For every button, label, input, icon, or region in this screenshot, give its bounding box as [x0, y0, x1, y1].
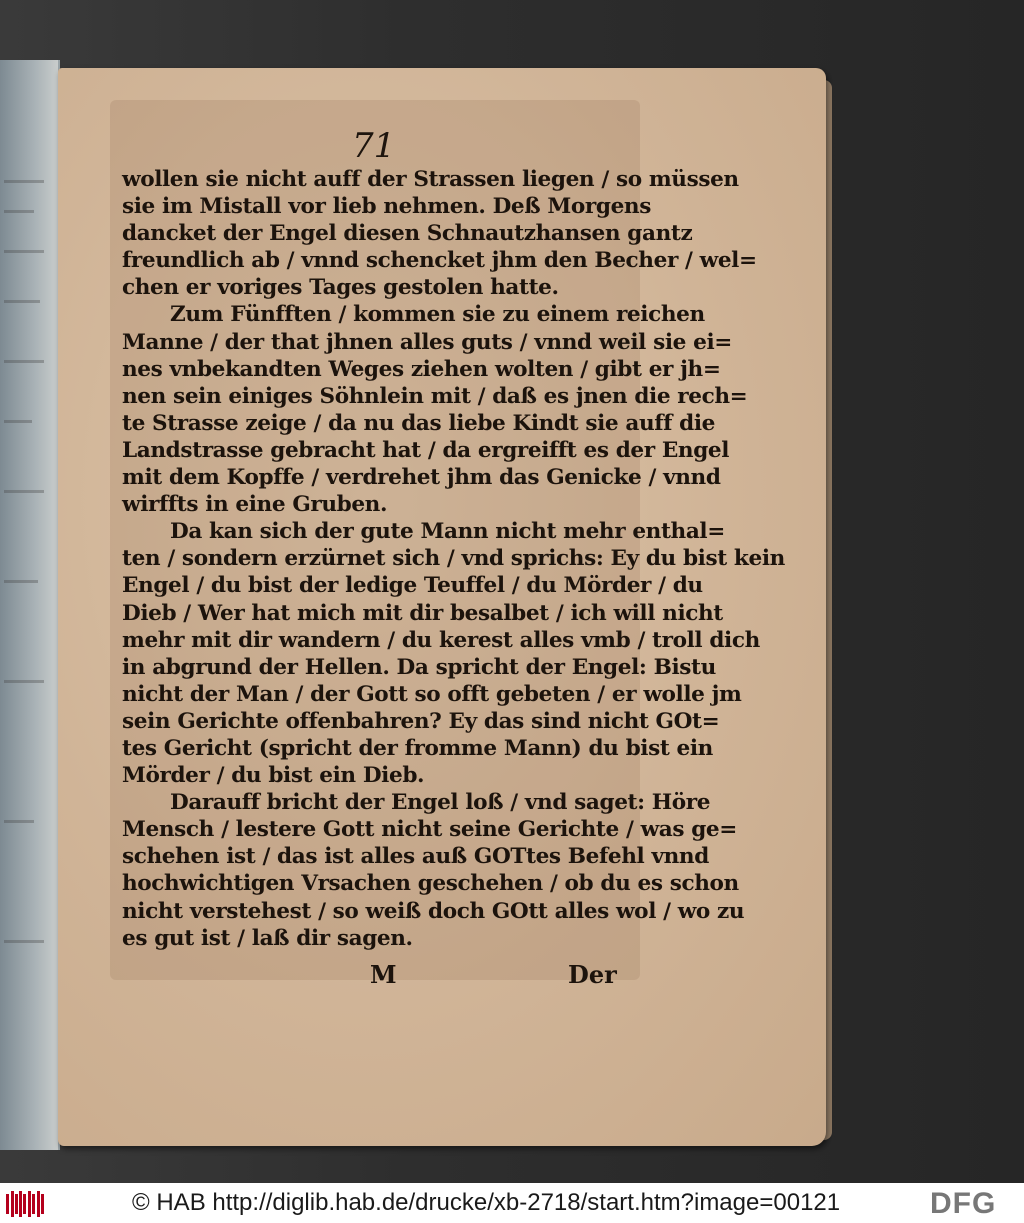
text-line: hochwichtigen Vrsachen geschehen / ob du es schon [122, 871, 739, 897]
hab-logo-bar [19, 1191, 22, 1217]
hab-logo-bar [6, 1194, 9, 1214]
text-line: dancket der Engel diesen Schnautzhansen gantz [122, 221, 693, 247]
text-line: Dieb / Wer hat mich mit dir besalbet / ich will nicht [122, 600, 723, 626]
text-line: nicht verstehest / so weiß doch GOtt alles wol / wo zu [122, 898, 745, 924]
text-line: wirffts in eine Gruben. [122, 492, 388, 518]
text-line: nes vnbekandten Weges ziehen wolten / gibt er jh= [122, 356, 721, 382]
text-line: ten / sondern erzürnet sich / vnd sprichs: Ey du bist kein [122, 546, 785, 572]
hab-logo-bar [37, 1191, 40, 1217]
text-line: Darauff bricht der Engel loß / vnd saget: Höre [170, 790, 711, 816]
hab-logo-bar [28, 1191, 31, 1217]
hab-logo-bar [15, 1194, 18, 1214]
text-line: schehen ist / das ist alles auß GOTtes Befehl vnnd [122, 844, 709, 870]
text-line: chen er voriges Tages gestolen hatte. [122, 275, 559, 301]
text-line: Manne / der that jhnen alles guts / vnnd weil sie ei= [122, 329, 732, 355]
hab-logo-bar [23, 1194, 26, 1214]
source-url[interactable]: © HAB http://diglib.hab.de/drucke/xb-2718/start.htm?image=00121 [132, 1189, 841, 1216]
text-line: Mensch / lestere Gott nicht seine Gerichte / was ge= [122, 817, 737, 843]
text-line: nen sein einiges Söhnlein mit / daß es jnen die rech= [122, 383, 748, 409]
hab-logo-bar [11, 1191, 14, 1217]
page-body-text [122, 166, 785, 952]
text-line: te Strasse zeige / da nu das liebe Kindt sie auff die [122, 410, 715, 436]
dfg-logo: DFG [930, 1187, 997, 1220]
text-line: wollen sie nicht auff der Strassen liegen / so müssen [122, 167, 739, 192]
footer-bar [0, 1183, 1024, 1223]
hab-logo-bar [32, 1194, 35, 1214]
hab-logo-bar [41, 1194, 44, 1214]
previous-page-edge [0, 60, 60, 1150]
text-line: sein Gerichte offenbahren? Ey das sind nicht GOt= [122, 708, 720, 734]
text-line: Landstrasse gebracht hat / da ergreifft es der Engel [122, 437, 730, 463]
text-line: Da kan sich der gute Mann nicht mehr enthal= [170, 519, 725, 545]
text-line: freundlich ab / vnnd schencket jhm den Becher / wel= [122, 248, 757, 274]
text-line: in abgrund der Hellen. Da spricht der Engel: Bistu [122, 654, 716, 680]
text-line: nicht der Man / der Gott so offt gebeten / er wolle jm [122, 681, 742, 707]
text-line: mehr mit dir wandern / du kerest alles vmb / troll dich [122, 627, 760, 653]
text-line: Mörder / du bist ein Dieb. [122, 763, 425, 789]
text-line: mit dem Kopffe / verdrehet jhm das Genicke / vnnd [122, 465, 721, 491]
text-line: Zum Fünfften / kommen sie zu einem reichen [170, 302, 705, 328]
page-number: 71 [352, 126, 396, 166]
text-line: Engel / du bist der ledige Teuffel / du Mörder / du [122, 573, 703, 599]
text-line: sie im Mistall vor lieb nehmen. Deß Morgens [122, 194, 651, 220]
catchword: Der [568, 960, 617, 989]
text-line: es gut ist / laß dir sagen. [122, 925, 413, 951]
text-line: tes Gericht (spricht der fromme Mann) du bist ein [122, 735, 713, 761]
hab-logo-icon [6, 1191, 46, 1217]
signature-mark: M [370, 960, 397, 989]
